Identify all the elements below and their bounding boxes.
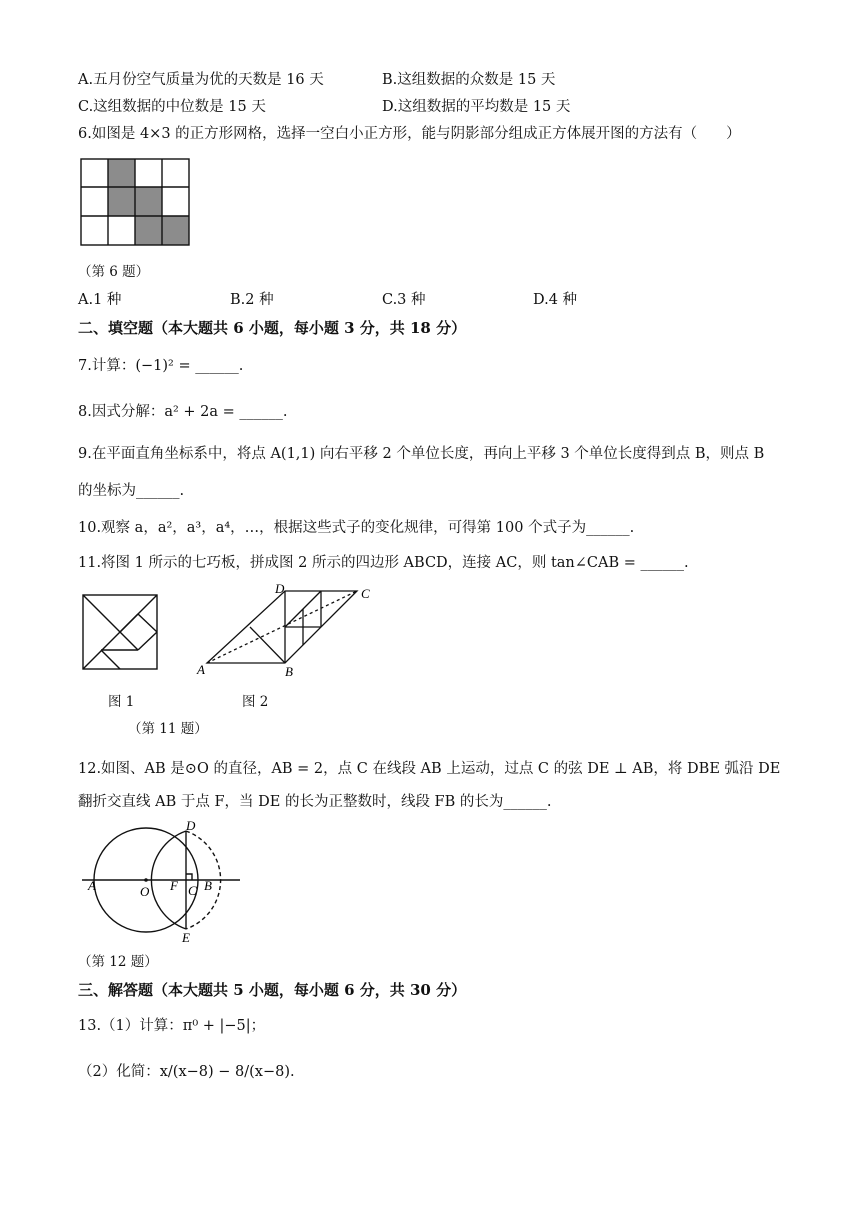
point-label-e: E [182,930,190,945]
point-label-a: A [197,662,205,677]
q12-circle-figure [80,818,240,943]
section-3-heading: 三、解答题（本大题共 5 小题，每小题 6 分，共 30 分） [78,981,467,999]
q6-option-b: B.2 种 [230,292,274,308]
q11-stem: 11.将图 1 所示的七巧板，拼成图 2 所示的四边形 ABCD，连接 AC，则 tan∠CAB = ______. [78,555,689,571]
q8-text: 8.因式分解：a² + 2a = ______. [78,404,288,420]
q13-part-2: （2）化简：x/(x−8) − 8/(x−8). [78,1064,295,1080]
point-label-b: B [285,664,293,679]
q5-option-b: B.这组数据的众数是 15 天 [382,72,556,88]
q11-figure-1-tangram [82,594,158,670]
q5-option-c: C.这组数据的中位数是 15 天 [78,99,266,115]
q12-line-1: 12.如图、AB 是⊙O 的直径，AB = 2，点 C 在线段 AB 上运动，过点 C 的弦 DE ⊥ AB，将 DBE 弧沿 DE [78,761,781,777]
point-label-f: F [170,878,178,893]
point-label-c: C [361,586,370,601]
q7-text: 7.计算：(−1)² = ______. [78,358,244,374]
q6-option-c: C.3 种 [382,292,426,308]
q5-option-a: A.五月份空气质量为优的天数是 16 天 [78,72,324,88]
shaded-cell [162,216,189,245]
q6-option-a: A.1 种 [78,292,122,308]
q13-part-1: 13.（1）计算：π⁰ + |−5|； [78,1018,266,1034]
q9-line-2: 的坐标为______. [78,483,185,499]
q11-caption: （第 11 题） [128,721,208,737]
shaded-cell [108,159,135,187]
q10-text: 10.观察 a，a²，a³，a⁴，…，根据这些式子的变化规律，可得第 100 个式子为______. [78,520,635,536]
q12-caption: （第 12 题） [78,954,158,970]
q6-option-d: D.4 种 [533,292,578,308]
point-label-d: D [186,818,196,833]
q5-option-d: D.这组数据的平均数是 15 天 [382,99,571,115]
shaded-cell [135,187,162,216]
point-label-b: B [204,878,212,893]
q9-line-1: 9.在平面直角坐标系中，将点 A(1,1) 向右平移 2 个单位长度，再向上平移 3 个单位长度得到点 B，则点 B [78,446,765,462]
q6-stem: 6.如图是 4×3 的正方形网格，选择一空白小正方形，能与阴影部分组成正方体展开图的方法有（ ） [78,126,741,142]
point-label-c: C [188,883,197,898]
q11-figure-2-label: 图 2 [242,694,269,710]
point-label-a: A [88,878,96,893]
shaded-cell [108,187,135,216]
section-2-heading: 二、填空题（本大题共 6 小题，每小题 3 分，共 18 分） [78,319,467,337]
q12-line-2: 翻折交直线 AB 于点 F，当 DE 的长为正整数时，线段 FB 的长为______. [78,794,552,810]
shaded-cell [135,216,162,245]
point-label-d: D [275,581,285,596]
point-label-o: O [140,884,150,899]
q6-caption: （第 6 题） [78,264,150,280]
q11-figure-1-label: 图 1 [108,694,135,710]
q6-grid-figure [80,158,190,246]
q11-figure-2-quadrilateral [195,581,375,680]
